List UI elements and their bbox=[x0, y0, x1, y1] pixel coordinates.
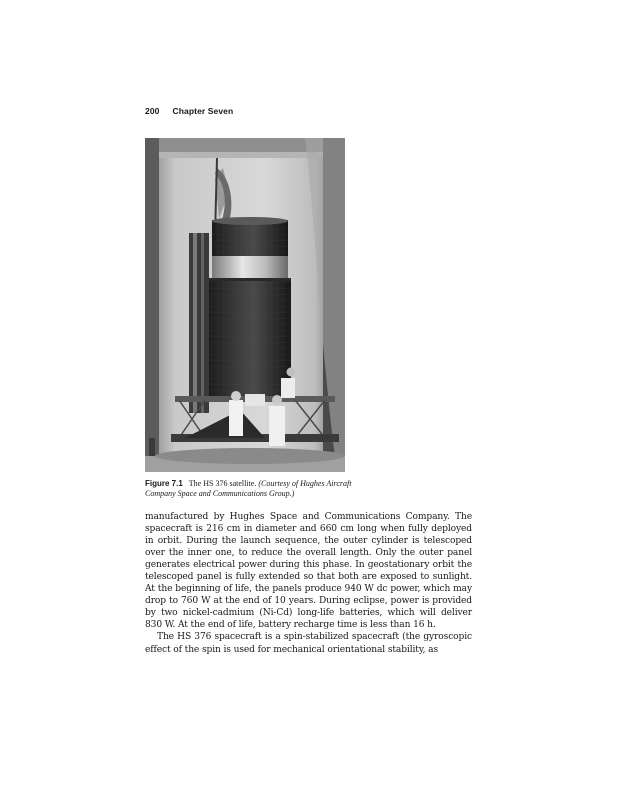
body-text bbox=[145, 511, 472, 656]
paragraph: manufactured by Hughes Space and Communications Company. The spacecraft is 216 cm in diameter and 660 cm long when fully deployed in orbit. During the launch sequence, the outer cylinder is telescoped over the inner one, to reduce the overall length. Only the outer panel generates electrical power during this phase. In geostationary orbit the telescoped panel is fully extended so that both are exposed to sunlight. At the beginning of life, the panels produce 940 W dc power, which may drop to 760 W at the end of 10 years. During eclipse, power is provided by two nickel-cadmium (Ni-Cd) long-life batteries, which will deliver 830 W. At the end of life, battery recharge time is less than 16 h. bbox=[145, 512, 472, 631]
running-head bbox=[145, 106, 233, 116]
chapter-title: Chapter Seven bbox=[172, 106, 234, 116]
figure-caption-text: The HS 376 satellite. bbox=[188, 479, 257, 488]
figure-caption bbox=[145, 479, 375, 499]
figure-label: Figure 7.1 bbox=[145, 479, 183, 488]
figure-credit: (Courtesy of Hughes Aircraft Company Space and Communications Group.) bbox=[145, 479, 352, 498]
paragraph: The HS 376 spacecraft is a spin-stabilized spacecraft (the gyroscopic effect of the spin is used for mechanical orientational stability, as bbox=[145, 632, 472, 655]
satellite-photo bbox=[145, 138, 345, 472]
page-number: 200 bbox=[145, 106, 160, 116]
